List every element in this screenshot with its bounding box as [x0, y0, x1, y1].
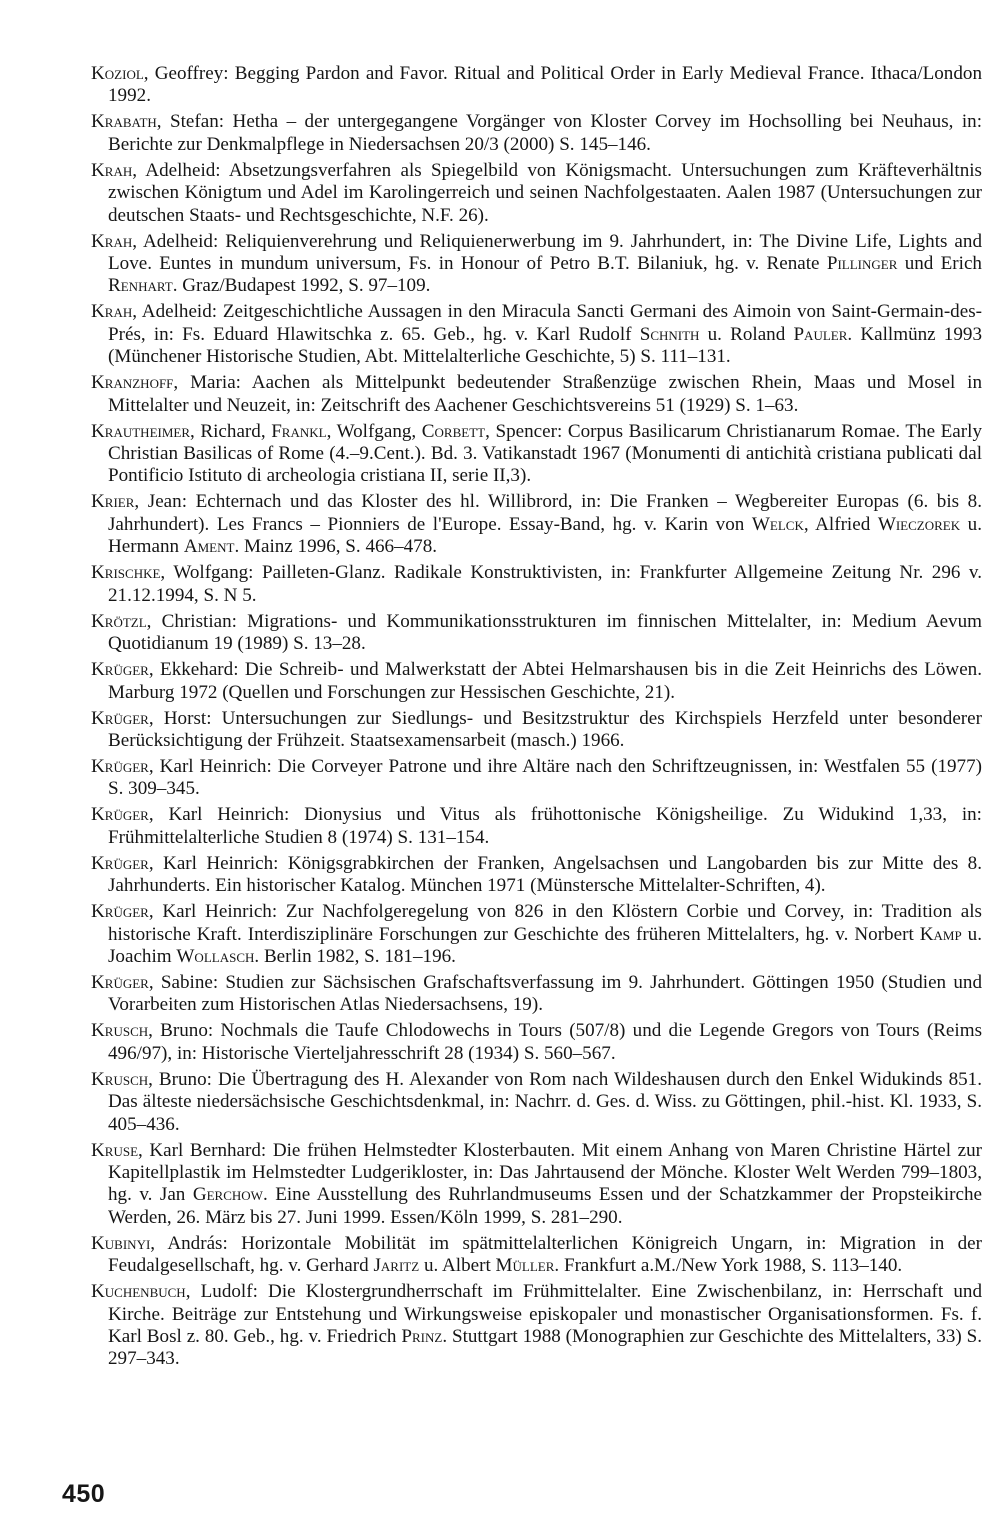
entry-text: , Horst: Untersuchungen zur Siedlungs- und Besitzstruktur des Kirchspiels Herzfeld unter besonderer Berücksichtigung der Frühzeit. Staatsexamensarbeit (masch.) 1966. — [108, 707, 982, 751]
entry-text: , Ludolf: Die Klostergrundherrschaft im Frühmittelalter. Eine Zwischenbilanz, in: Herrschaft und Kirche. Beiträge zur Entstehung und Wirkungsweise episkopaler und monastischer Organisationsformen. Fs. f. Karl Bosl z. 80. Geb., hg. v. Friedrich — [108, 1281, 982, 1347]
entry-text: , Stefan: Hetha – der untergegangene Vorgänger von Kloster Corvey im Hochsolling bei Neuhaus, in: Berichte zur Denkmalpflege in Niedersachsen 20/3 (2000) S. 145–146. — [108, 111, 982, 155]
entry-text: . Berlin 1982, S. 181–196. — [254, 945, 456, 967]
entry-author: Krüger — [91, 659, 149, 681]
entry-author: Krusch — [91, 1068, 149, 1090]
entry-text: , Karl Heinrich: Königsgrabkirchen der Franken, Angelsachsen und Langobarden bis zur Mitte des 8. Jahrhunderts. Ein historischer Katalog. München 1971 (Münstersche Mittelalter-Schriften, 4). — [108, 852, 982, 897]
entry-author: Krah — [91, 301, 133, 323]
entry-author: Kruse — [91, 1139, 139, 1161]
entry-text: u. Albert — [419, 1255, 496, 1277]
editor-name: Wollasch — [176, 945, 255, 967]
bibliography-entry — [91, 1140, 982, 1230]
entry-text: , Richard, — [190, 420, 272, 442]
entry-text: . Stuttgart 1988 (Monographien zur Geschichte des Mittelalters, 33) S. 297–343. — [108, 1326, 982, 1370]
editor-name: Pillinger — [826, 253, 898, 275]
entry-text: , Maria: Aachen als Mittelpunkt bedeutender Straßenzüge zwischen Rhein, Maas und Mosel in Mittelalter und Neuzeit, in: Zeitschrift des Aachener Geschichtsvereins 51 (1929) S. 1–63. — [108, 372, 982, 416]
entry-text: , Bruno: Die Übertragung des H. Alexander von Rom nach Wildeshausen durch den Enkel Widukinds 851. Das älteste niedersächsische Geschichtsdenkmal, in: Nachrr. d. Ges. d. Wiss. zu Göttingen, phil.-hist. Kl. 1933, S. 405–436. — [108, 1068, 982, 1135]
bibliography-list — [91, 63, 982, 1374]
bibliography-entry — [91, 708, 982, 753]
bibliography-entry — [91, 972, 982, 1017]
entry-text: u. Roland — [699, 323, 794, 345]
entry-text: , Adelheid: Zeitgeschichtliche Aussagen in den Miracula Sancti Germani des Aimoin von Saint-Germain-des-Prés, in: Fs. Eduard Hlawitschka z. 65. Geb., hg. v. Karl Rudolf — [108, 301, 982, 345]
editor-name: Corbett — [421, 420, 486, 442]
entry-author: Krautheimer — [91, 420, 191, 442]
entry-text: . Frankfurt a.M./New York 1988, S. 113–140. — [554, 1255, 903, 1277]
entry-author: Krier — [91, 491, 135, 513]
entry-text: , Sabine: Studien zur Sächsischen Grafschaftsverfassung im 9. Jahrhundert. Göttingen 1950 (Studien und Vorarbeiten zum Historischen Atlas Niedersachsens, 19). — [108, 971, 982, 1016]
bibliography-entry — [91, 111, 982, 156]
bibliography-entry — [91, 231, 982, 298]
bibliography-entry — [91, 756, 982, 801]
entry-text: , Karl Heinrich: Dionysius und Vitus als frühottonische Königsheilige. Zu Widukind 1,33, in: Frühmittelalterliche Studien 8 (1974) S. 131–154. — [108, 804, 982, 848]
page-number: 450 — [62, 1480, 106, 1508]
bibliography-entry — [91, 804, 982, 849]
entry-author: Krusch — [91, 1020, 149, 1042]
editor-name: Frankl — [271, 420, 327, 442]
entry-author: Kuchenbuch — [91, 1281, 186, 1303]
editor-name: Müller — [495, 1255, 555, 1277]
bibliography-entry — [91, 160, 982, 227]
entry-author: Krötzl — [91, 610, 147, 632]
entry-text: . Graz/Budapest 1992, S. 97–109. — [172, 275, 431, 297]
entry-text: , Bruno: Nochmals die Taufe Chlodowechs in Tours (507/8) und die Legende Gregors von Tours (Reims 496/97), in: Historische Vierteljahresschrift 28 (1934) S. 560–567. — [108, 1020, 982, 1064]
editor-name: Welck — [751, 513, 804, 535]
editor-name: Renhart — [108, 275, 173, 297]
entry-author: Krischke — [91, 562, 161, 584]
entry-author: Krüger — [91, 971, 149, 993]
entry-author: Krüger — [91, 852, 149, 874]
bibliography-entry — [91, 611, 982, 656]
entry-text: . Mainz 1996, S. 466–478. — [234, 536, 438, 558]
entry-text: , Adelheid: Reliquienverehrung und Reliquienerwerbung im 9. Jahrhundert, in: The Divine Life, Lights and Love. Euntes in mundum universum, Fs. in Honour of Petro B.T. Bilaniuk, hg. v. Renate — [108, 230, 982, 275]
entry-text: , Karl Heinrich: Zur Nachfolgeregelung von 826 in den Klöstern Corbie und Corvey, in: Tradition als historische Kraft. Interdisziplinäre Forschungen zur Geschichte des früheren Mittelalters, hg. v. Norbert — [108, 901, 982, 945]
entry-author: Krüger — [91, 755, 149, 777]
entry-text: , Wolfgang: Pailleten-Glanz. Radikale Konstruktivisten, in: Frankfurter Allgemeine Zeitung Nr. 296 v. 21.12.1994, S. N 5. — [108, 562, 982, 606]
entry-text: und Erich — [897, 253, 982, 275]
entry-text: , Ekkehard: Die Schreib- und Malwerkstatt der Abtei Helmarshausen bis in die Zeit Heinrichs des Löwen. Marburg 1972 (Quellen und Forschungen zur Hessischen Geschichte, 21). — [108, 659, 982, 703]
entry-text: . Kallmünz 1993 (Münchener Historische Studien, Abt. Mittelalterliche Geschichte, 5) S. 111–131. — [108, 323, 982, 368]
bibliography-entry — [91, 63, 982, 108]
entry-text: . Eine Ausstellung des Ruhrlandmuseums Essen und der Schatzkammer der Propsteikirche Werden, 26. März bis 27. Juni 1999. Essen/Köln 1999, S. 281–290. — [108, 1184, 982, 1228]
entry-author: Kranzhoff — [91, 372, 174, 394]
editor-name: Wieczorek — [877, 513, 961, 535]
editor-name: Kamp — [919, 923, 962, 945]
entry-author: Krüger — [91, 901, 149, 923]
entry-text: , Spencer: Corpus Basilicarum Christianarum Romae. The Early Christian Basilicas of Rome (4.–9.Cent.). Bd. 3. Vatikanstadt 1967 (Monumenti di antichità cristiana publicati dal Pontificio Istituto di archeologia cristiana II, serie II,3). — [108, 420, 982, 487]
entry-author: Krüger — [91, 804, 149, 826]
entry-text: , Alfried — [803, 513, 878, 535]
bibliography-entry — [91, 659, 982, 704]
entry-author: Koziol — [91, 63, 144, 84]
entry-text: u. Joachim — [108, 923, 983, 967]
entry-text: , Karl Heinrich: Die Corveyer Patrone und ihre Altäre nach den Schriftzeugnissen, in: Westfalen 55 (1977) S. 309–345. — [108, 755, 982, 800]
entry-text: , Adelheid: Absetzungsverfahren als Spiegelbild von Königsmacht. Untersuchungen zum Kräfteverhältnis zwischen Königtum und Adel im Karolingerreich und seinen Nachfolgestaaten. Aalen 1987 (Untersuchungen zur deutschen Staats- und Rechtsgeschichte, N.F. 26). — [108, 159, 982, 226]
editor-name: Jaritz — [373, 1255, 420, 1277]
entry-text: , András: Horizontale Mobilität im spätmittelalterlichen Königreich Ungarn, in: Migration in der Feudalgesellschaft, hg. v. Gerhard — [108, 1232, 982, 1277]
entry-text: , Christian: Migrations- und Kommunikationsstrukturen im finnischen Mittelalter, in: Medium Aevum Quotidianum 19 (1989) S. 13–28. — [108, 610, 982, 655]
bibliography-entry — [91, 562, 982, 607]
entry-text: , Geoffrey: Begging Pardon and Favor. Ritual and Political Order in Early Medieval France. Ithaca/London 1992. — [108, 63, 982, 107]
entry-text: , Karl Bernhard: Die frühen Helmstedter Klosterbauten. Mit einem Anhang von Maren Christine Härtel zur Kapitellplastik im Helmstedter Ludgerikloster, in: Das Jahrtausend der Mönche. Kloster Welt Werden 799–1803, hg. v. Jan — [108, 1139, 982, 1206]
entry-author: Krüger — [91, 707, 149, 729]
bibliography-entry — [91, 1233, 982, 1278]
bibliography-entry — [91, 1069, 982, 1136]
editor-name: Pauler — [793, 323, 848, 345]
bibliography-entry — [91, 372, 982, 417]
entry-text: , Wolfgang, — [326, 420, 422, 442]
editor-name: Schnith — [639, 323, 700, 345]
bibliography-entry — [91, 853, 982, 898]
entry-author: Kubinyi — [91, 1232, 151, 1254]
bibliography-entry — [91, 901, 982, 968]
entry-author: Krah — [91, 159, 133, 181]
entry-text: u. Hermann — [108, 513, 983, 558]
editor-name: Gerchow — [192, 1184, 263, 1206]
entry-text: , Jean: Echternach und das Kloster des hl. Willibrord, in: Die Franken – Wegbereiter Europas (6. bis 8. Jahrhundert). Les Francs – Pionniers de l'Europe. Essay-Band, hg. v. Karin von — [108, 491, 982, 535]
bibliography-entry — [91, 491, 982, 558]
bibliography-entry — [91, 301, 982, 368]
editor-name: Prinz — [401, 1326, 443, 1347]
entry-author: Krabath — [91, 111, 157, 133]
bibliography-entry — [91, 421, 982, 488]
bibliography-entry — [91, 1020, 982, 1065]
editor-name: Ament — [183, 536, 235, 558]
bibliography-entry — [91, 1281, 982, 1371]
entry-author: Krah — [91, 230, 133, 252]
